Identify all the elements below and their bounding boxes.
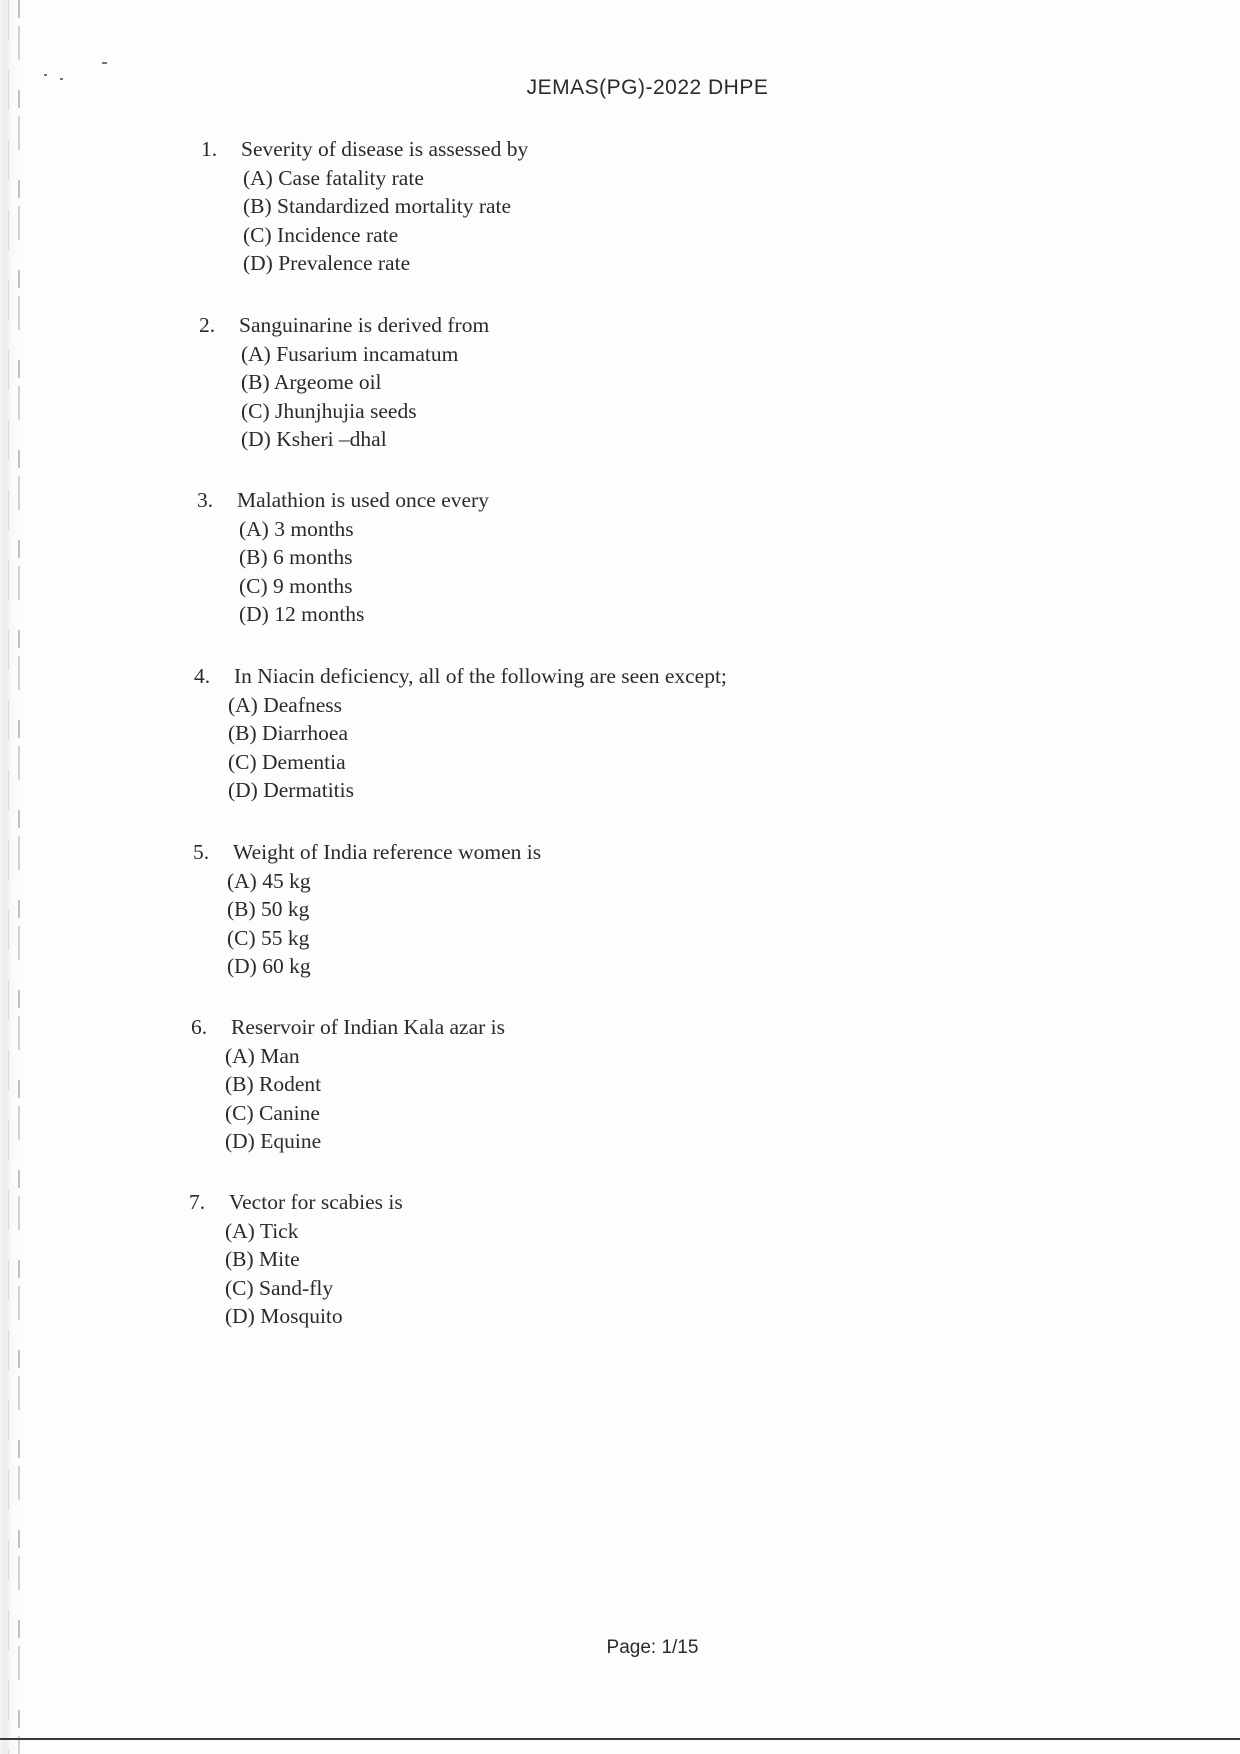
- option-c: (C) Incidence rate: [243, 222, 399, 247]
- option-b: (B) Rodent: [225, 1072, 322, 1096]
- question-7: [189, 1188, 403, 1331]
- option-a: (A) Tick: [225, 1218, 299, 1243]
- question-number: 7.: [189, 1190, 206, 1214]
- option-a: (A) Deafness: [228, 692, 343, 717]
- question-text: In Niacin deficiency, all of the following are seen except;: [234, 664, 727, 688]
- bottom-scan-edge: [0, 1738, 1240, 1740]
- question-number: 1.: [201, 137, 218, 161]
- option-b: (B) 50 kg: [227, 897, 310, 921]
- question-number: 5.: [193, 840, 210, 864]
- question-text: Severity of disease is assessed by: [241, 137, 529, 161]
- option-d: (D) Equine: [225, 1129, 322, 1153]
- question-1: [201, 135, 528, 278]
- option-a: (A) Fusarium incamatum: [241, 341, 459, 366]
- option-c: (C) 55 kg: [227, 925, 310, 950]
- option-b: (B) Diarrhoea: [228, 721, 348, 745]
- question-text: Weight of India reference women is: [233, 840, 542, 864]
- option-d: (D) Prevalence rate: [243, 251, 411, 275]
- option-a: (A) Case fatality rate: [243, 165, 424, 190]
- question-text: Sanguinarine is derived from: [239, 313, 490, 337]
- question-4: [194, 662, 727, 805]
- question-2: [199, 311, 489, 454]
- option-b: (B) Argeome oil: [241, 370, 382, 394]
- option-c: (C) Jhunjhujia seeds: [241, 398, 417, 423]
- question-5: [193, 838, 541, 981]
- option-c: (C) Sand-fly: [225, 1275, 334, 1300]
- option-d: (D) 60 kg: [227, 954, 311, 978]
- option-c: (C) Canine: [225, 1100, 320, 1125]
- option-b: (B) 6 months: [239, 545, 353, 569]
- option-d: (D) 12 months: [239, 602, 365, 626]
- option-c: (C) 9 months: [239, 573, 353, 598]
- question-number: 2.: [199, 313, 216, 337]
- question-text: Malathion is used once every: [237, 488, 489, 512]
- option-a: (A) Man: [225, 1043, 300, 1068]
- question-text: Vector for scabies is: [229, 1190, 403, 1214]
- scan-edge-shadow: [0, 0, 26, 1754]
- option-a: (A) 3 months: [239, 516, 354, 541]
- question-number: 4.: [194, 664, 211, 688]
- option-b: (B) Standardized mortality rate: [243, 194, 512, 218]
- option-a: (A) 45 kg: [227, 868, 311, 893]
- option-c: (C) Dementia: [228, 749, 346, 774]
- question-number: 3.: [197, 488, 214, 512]
- option-b: (B) Mite: [225, 1247, 300, 1271]
- page-number: Page: 1/15: [606, 1637, 699, 1658]
- option-d: (D) Mosquito: [225, 1304, 343, 1328]
- question-number: 6.: [191, 1015, 208, 1039]
- question-text: Reservoir of Indian Kala azar is: [231, 1015, 506, 1039]
- question-3: [197, 486, 489, 629]
- exam-header: JEMAS(PG)-2022 DHPE: [526, 76, 769, 99]
- option-d: (D) Dermatitis: [228, 778, 354, 802]
- option-d: (D) Ksheri –dhal: [241, 427, 387, 451]
- question-6: [191, 1013, 505, 1156]
